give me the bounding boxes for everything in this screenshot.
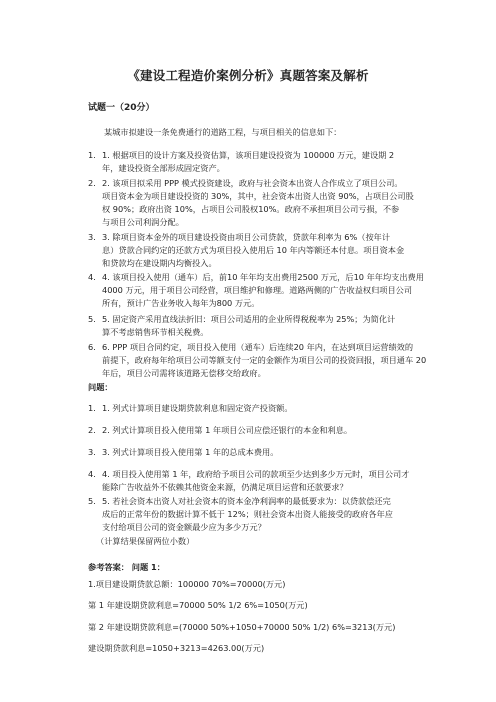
condition-line: 与项目公司利润分配。 xyxy=(102,217,184,227)
question-line: 能除广告收益外不依赖其他资金来源，仍满足项目运营和还款要求？ xyxy=(102,482,348,492)
question-number: 2. xyxy=(88,425,96,435)
answer-line: 第 1 年建设期贷款利息=70000 50% 1/2 6%=1050(万元) xyxy=(88,600,308,610)
condition-line: 2. 该项目拟采用 PPP 模式投资建设，政府与社会资本出资人合作成立了项目公司。 xyxy=(102,178,403,188)
condition-line: 5. 固定资产采用直线法折旧：项目公司适用的企业所得税税率为 25%；为简化计 xyxy=(102,314,396,324)
question-line: 4. 项目投入使用第 1 年，政府给予项目公司的款项至少达到多少万元时，项目公司才 xyxy=(102,469,410,479)
condition-number: 5. xyxy=(88,314,96,324)
condition-number: 3. xyxy=(88,232,96,242)
question-number: 5. xyxy=(88,496,96,506)
question-number: 1. xyxy=(88,403,96,413)
answer-line: 第 2 年建设期贷款利息=(70000 50%+1050+70000 50% 1/2) 6%=3213(万元) xyxy=(88,622,396,632)
condition-line: 4. 该项目投入使用（通车）后，前10 年年均支出费用2500 万元，后10 年年均支出费用 xyxy=(102,272,424,282)
condition-line: 4000 万元，用于项目公司经营，项目维护和修理。道路两侧的广告收益权归项目公司 xyxy=(102,285,413,295)
answer-line: 1.项目建设期贷款总额：100000 70%=70000(万元) xyxy=(88,579,286,589)
question-line: 3. 列式计算项目投入使用第 1 年的总成本费用。 xyxy=(102,447,279,457)
question-number: 3. xyxy=(88,447,96,457)
condition-number: 2. xyxy=(88,178,96,188)
page-title: 《建设工程造价案例分析》真题答案及解析 xyxy=(127,68,369,83)
condition-line: 年后，项目公司需将该道路无偿移交给政府。 xyxy=(102,368,266,378)
condition-line: 前提下，政府每年给项目公司等额支付一定的金额作为项目公司的投资回报，项目通车 20 xyxy=(102,355,427,365)
answer-line: 建设期贷款利息=1050+3213=4263.00(万元) xyxy=(88,643,265,653)
question-number: 4. xyxy=(88,469,96,479)
condition-line: 所有，预计广告业务收入每年为800 万元。 xyxy=(102,298,260,308)
question-line: 成后的正常年份的数据计算不低于 12%；则社会资本出资人能接受的政府各年应 xyxy=(102,509,393,519)
question-heading: 试题一（20分） xyxy=(88,103,155,113)
condition-line: 6. PPP 项目合同约定，项目投入使用（通车）后连续20 年内，在达到项目运营绩效的 xyxy=(102,342,414,352)
rounding-note: （计算结果保留两位小数） xyxy=(96,536,195,546)
condition-number: 4. xyxy=(88,272,96,282)
condition-line: 年，建设投资全部形成固定资产。 xyxy=(102,163,225,173)
condition-line: 项目资本金为项目建设投资的 30%，其中，社会资本出资人出资 90%，占项目公司股 xyxy=(102,191,414,201)
condition-line: 1. 根据项目的设计方案及投资估算，该项目建设投资为 100000 万元，建设期 2 xyxy=(102,150,395,160)
question-line: 1. 列式计算项目建设期贷款利息和固定资产投资额。 xyxy=(102,403,293,413)
condition-line: 3. 除项目资本金外的项目建设投资由项目公司贷款，贷款年利率为 6%（按年计 xyxy=(102,232,391,242)
condition-line: 算不考虑销售环节相关税费。 xyxy=(102,327,209,337)
answer-heading: 参考答案： 问题 1： xyxy=(88,562,165,572)
condition-line: 和贷款均在建设期内均衡投入。 xyxy=(102,258,217,268)
condition-number: 6. xyxy=(88,342,96,352)
question-line: 2. 列式计算项目投入使用第 1 年项目公司应偿还银行的本金和利息。 xyxy=(102,425,353,435)
condition-line: 息）贷款合同约定的还款方式为项目投入使用后 10 年内等额还本付息。项目资本金 xyxy=(102,245,405,255)
condition-line: 权 90%；政府出资 10%，占项目公司股权10%。政府不承担项目公司亏损，不参 xyxy=(102,204,400,214)
questions-heading: 问题： xyxy=(88,382,113,392)
question-line: 5. 若社会资本出资人对社会资本的资本金净利润率的最低要求为：以贷款偿还完 xyxy=(102,496,391,506)
condition-number: 1. xyxy=(88,150,96,160)
question-line: 支付给项目公司的资金额最少应为多少万元？ xyxy=(102,522,266,532)
intro-text: 某城市拟建设一条免费通行的道路工程，与项目相关的信息如下： xyxy=(104,127,342,137)
